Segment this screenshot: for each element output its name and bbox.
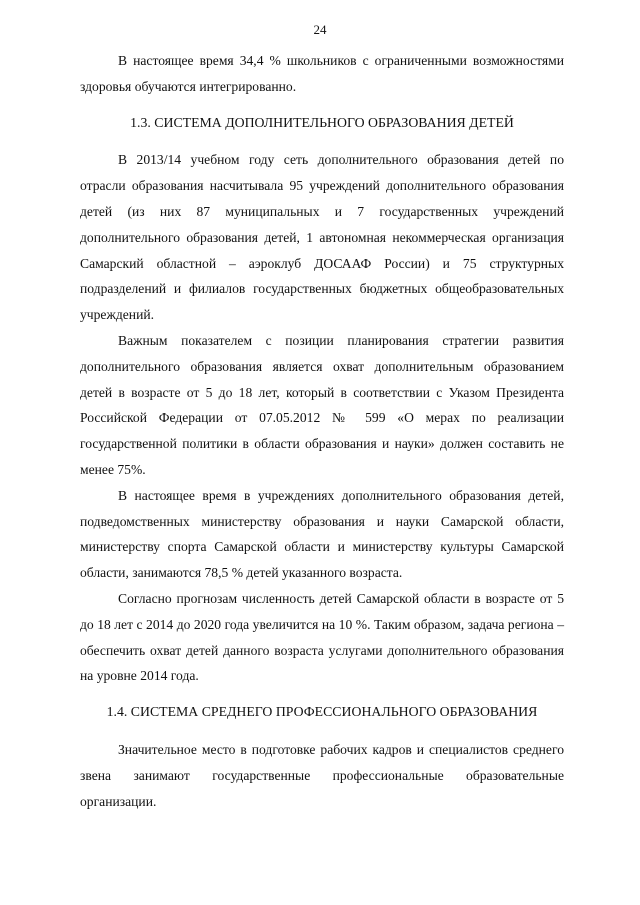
section-heading-1-4: 1.4. СИСТЕМА СРЕДНЕГО ПРОФЕССИОНАЛЬНОГО ОБРАЗОВАНИЯ bbox=[106, 704, 538, 720]
paragraph-1-3-2: Важным показателем с позиции планирования стратегии развития дополнительного образования является охват дополнительным образованием детей в возрасте от 5 до 18 лет, который в соответствии с Указом Президента Российской Федерации от 07.05.2012 № 599 «О мерах по реализации государственной политики в области образования и науки» должен составить не менее 75%. bbox=[80, 332, 564, 477]
paragraph-1-3-1: В 2013/14 учебном году сеть дополнительного образования детей по отрасли образования насчитывала 95 учреждений дополнительного образования детей (из них 87 муниципальных и 7 государственных учреждений дополнительного образования детей, 1 автономная некоммерческая организация Самарский областной – аэроклуб ДОСААФ России) и 75 структурных подразделений и филиалов государственных бюджетных общеобразовательных учреждений. bbox=[80, 152, 564, 323]
page-number: 24 bbox=[313, 22, 327, 37]
paragraph-1-4-1: Значительное место в подготовке рабочих кадров и специалистов среднего звена занимают государственные профессиональные образовательные организации. bbox=[80, 741, 564, 809]
paragraph-1-3-4: Согласно прогнозам численность детей Самарской области в возрасте от 5 до 18 лет с 2014 до 2020 года увеличится на 10 %. Таким образом, задача региона – обеспечить охват детей данного возраста услугами дополнительного образования на уровне 2014 года. bbox=[80, 590, 564, 684]
intro-paragraph: В настоящее время 34,4 % школьников с ограниченными возможностями здоровья обучаются интегрированно. bbox=[80, 53, 564, 94]
paragraph-1-3-3: В настоящее время в учреждениях дополнительного образования детей, подведомственных министерству образования и науки Самарской области, министерству спорта Самарской области и министерству культуры Самарской области, занимаются 78,5 % детей указанного возраста. bbox=[80, 487, 564, 581]
document-body bbox=[80, 48, 564, 814]
section-heading-1-3: 1.3. СИСТЕМА ДОПОЛНИТЕЛЬНОГО ОБРАЗОВАНИЯ ДЕТЕЙ bbox=[130, 114, 514, 130]
